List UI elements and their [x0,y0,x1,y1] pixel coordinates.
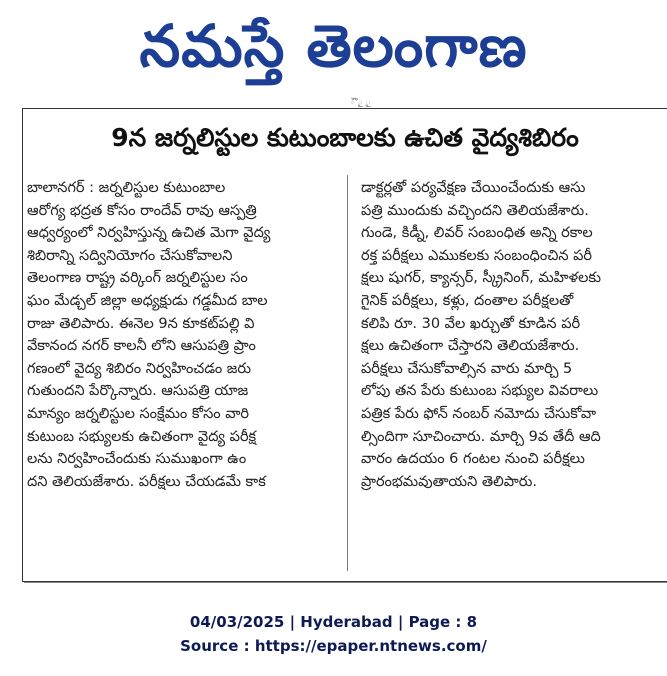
article-text-line: డాక్టర్లతో పర్యవేక్షణ చేయించేందుకు ఆసు [361,180,586,196]
article-text-line: వారం ఉదయం 6 గంటల నుంచి పరీక్షలు [361,451,585,468]
article-left-column [27,177,327,493]
article-text-line: మాన్యం జర్నలిస్టుల సంక్షేమం కోసం వారి [27,405,250,422]
article-text-line: పత్రిక పేరు ఫోన్ నంబర్ నమోదు చేసుకోవా [361,405,597,422]
article-text-line: బాలానగర్ : జర్నలిస్టుల కుటుంబాల [27,180,226,196]
article-text-line: ప్రారంభమవుతాయని తెలిపారు. [361,473,537,490]
article-text-line: ఆధ్వర్యంలో నిర్వహిస్తున్న ఉచిత మెగా వైద్య [27,225,271,242]
newspaper-logo: నమస్తే తెలంగాణ [139,12,528,80]
article-clipping [22,108,667,582]
article-text-line: శిబిరాన్ని సద్వినియోగం చేసుకోవాలని [27,247,233,264]
article-text-line: లను నిర్వహించేందుకు సుముఖంగా ఉం [27,451,247,468]
article-text-line: గుతుందని పేర్కొన్నారు. ఆసుపత్రి యాజ [27,383,249,400]
article-right-column [361,177,661,493]
article-text-line: రక్త పరీక్షలు ఎముకలకు సంబంధించిన పరీ [361,247,593,264]
masthead [0,0,667,92]
column-divider [347,175,348,571]
article-text-line: ల్సిందిగా సూచించారు. మార్చి 9వ తేదీ ఆది [361,428,601,445]
article-text-line: గణంలో వైద్య శిబిరం నిర్వహించడం జరు [27,360,252,377]
article-text-line: దని తెలియజేశారు. పరీక్షలు చేయడమే కాక [27,473,266,490]
article-text-line: గుండె, కిడ్నీ, లివర్ సంబంధిత అన్ని రకాల [361,225,593,242]
article-text-line: పరీక్షలు చేసుకోవాల్సిన వారు మార్చి 5 [361,360,573,377]
article-text-line: గైనిక్ పరీక్షలు, కళ్లు, దంతాల పరీక్షలతో [361,292,574,309]
article-text-line: వేకానంద నగర్ కాలనీ లోని ఆసుపత్రి ప్రాం [27,338,256,355]
article-text-line: ఆరోగ్య భద్రత కోసం రాందేవ్ రావు ఆస్పత్రి [27,202,257,219]
article-text-line: కుటుంబ సభ్యులకు ఉచితంగా వైద్య పరీక్ష [27,428,257,445]
article-text-line: లోపు తన పేరు కుటుంబ సభ్యుల వివరాలు [361,383,599,400]
article-text-line: క్షలు షుగర్, క్యాన్సర్, స్క్రీనింగ్, మహిళలకు [361,270,602,287]
article-text-line: ఘం మేడ్చల్ జిల్లా అధ్యక్షుడు గడ్డమీద బాల [27,292,268,309]
header-strip: ౌ ౖ ౖ [350,97,371,107]
article-text-line: పత్రి ముందుకు వచ్చిందని తెలియజేశారు. [361,202,589,219]
article-text-line: కలిపి రూ. 30 వేల ఖర్చుతో కూడిన పరీ [361,315,581,332]
article-text-line: తెలంగాణ రాష్ట్ర వర్కింగ్ జర్నలిస్టుల సం [27,270,248,287]
article-text-line: రాజు తెలిపారు. ఈనెల 9న కూకట్‌పల్లి వి [27,315,255,332]
footer-source-line: Source : https://epaper.ntnews.com/ [180,637,487,655]
article-headline: 9న జర్నలిస్టుల కుటుంబాలకు ఉచిత వైద్యశిబిరం [111,123,579,152]
article-text-line: క్షలు ఉచితంగా చేస్తారని తెలియజేశారు. [361,338,580,355]
footer-date-line: 04/03/2025 | Hyderabad | Page : 8 [189,613,478,631]
